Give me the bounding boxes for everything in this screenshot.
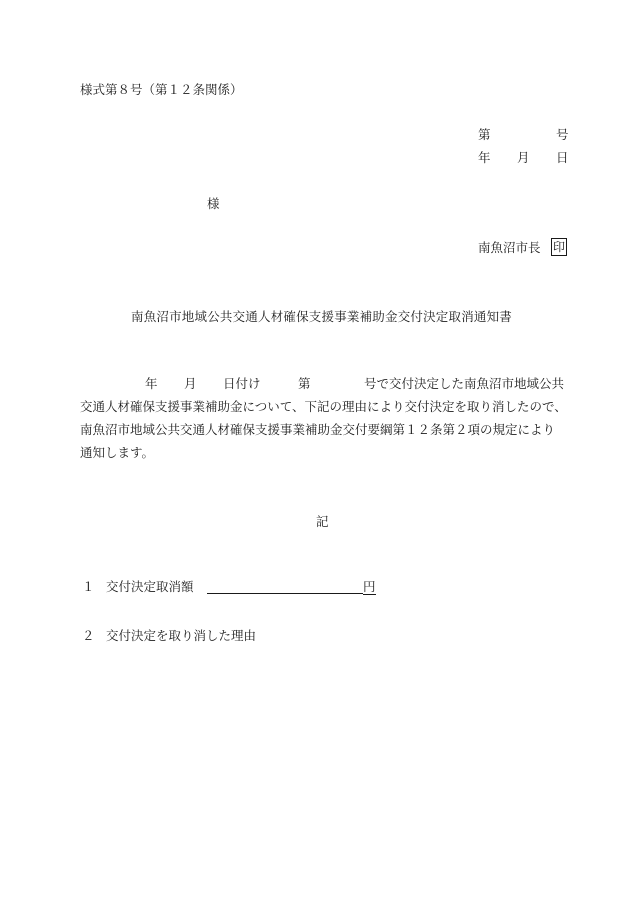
yen-unit: 円 [363, 579, 376, 594]
ki-heading: 記 [316, 514, 329, 529]
item-label: 交付決定取消額 [106, 579, 194, 594]
seal-stamp: 印 [552, 240, 565, 254]
item-cancellation-reason [80, 628, 256, 644]
body-line-1-text: 号で交付決定した南魚沼市地域公共 [364, 376, 565, 391]
date-month-label: 月 [517, 150, 530, 165]
body-line-3: 南魚沼市地域公共交通人材確保支援事業補助金交付要綱第１２条第２項の規定により [80, 422, 556, 437]
item-label: 交付決定を取り消した理由 [106, 628, 257, 643]
document-title: 南魚沼市地域公共交通人材確保支援事業補助金交付決定取消通知書 [131, 309, 513, 324]
date-day-label: 日 [556, 150, 569, 165]
document-number-label: 第 [478, 127, 491, 142]
body-line-2: 交通人材確保支援事業補助金について、下記の理由により交付決定を取り消したので、 [80, 399, 567, 414]
body-line-4: 通知します。 [80, 445, 155, 460]
item-number: ２ [82, 628, 95, 643]
addressee-honorific: 様 [207, 196, 220, 211]
item-cancellation-amount [80, 579, 194, 595]
document-number-suffix: 号 [556, 127, 569, 142]
sender-name: 南魚沼市長 [478, 240, 541, 255]
form-number: 様式第８号（第１２条関係） [80, 82, 243, 97]
item-number: １ [82, 579, 95, 594]
date-year-label: 年 [478, 150, 491, 165]
body-year-label: 年 [145, 376, 158, 391]
body-number-prefix: 第 [298, 376, 311, 391]
amount-blank-line [207, 593, 363, 594]
body-month-label: 月 [184, 376, 197, 391]
body-date-suffix: 日付け [223, 376, 261, 391]
